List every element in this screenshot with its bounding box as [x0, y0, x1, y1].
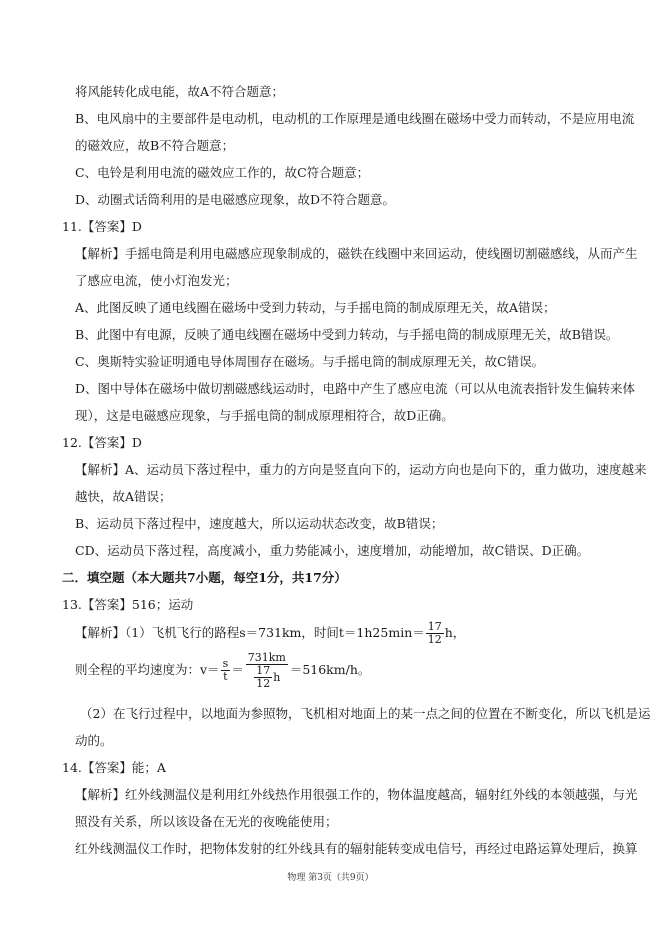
text-line: D、图中导体在磁场中做切割磁感线运动时，电路中产生了感应电流（可以从电流表指针发生偏转来体: [75, 381, 636, 396]
text-line: 【解析】手摇电筒是利用电磁感应现象制成的，磁铁在线圈中来回运动，使线圈切割磁感线，从而产生: [75, 246, 638, 261]
fraction-numerator: s: [222, 657, 229, 670]
text-line: 的磁效应，故B不符合题意；: [75, 138, 235, 153]
text-line: 【解析】红外线测温仪是利用红外线热作用很强工作的，物体温度越高，辐射红外线的本领越强，与光: [75, 787, 638, 802]
section-heading: 二．填空题（本大题共7小题，每空1分，共17分）: [62, 570, 347, 585]
nested-fraction: [254, 665, 272, 690]
text-line: 红外线测温仪工作时，把物体发射的红外线具有的辐射能转变成电信号，再经过电路运算处理后，换算: [75, 841, 638, 856]
fraction-denominator: [251, 665, 282, 690]
text-line: CD、运动员下落过程，高度减小，重力势能减小，速度增加，动能增加，故C错误、D正确。: [75, 543, 590, 558]
text-line: 了感应电流，使小灯泡发光；: [75, 273, 238, 288]
text-line: B、运动员下落过程中，速度越大，所以运动状态改变，故B错误；: [75, 516, 444, 531]
question-number: 11.【答案】D: [62, 219, 142, 234]
text-line: 【解析】A、运动员下落过程中，重力的方向是竖直向下的，运动方向也是向下的，重力做功，速度越来: [75, 462, 647, 477]
question-number: 14.【答案】能；A: [62, 760, 166, 775]
text-line: 将风能转化成电能，故A不符合题意；: [75, 84, 285, 99]
eq1-suffix: h，: [444, 625, 466, 640]
question-number: 13.【答案】516；运动: [62, 597, 194, 612]
text-line: 照没有关系，所以该设备在无光的夜晚能使用；: [75, 814, 338, 829]
text-line: D、动圈式话筒利用的是电磁感应现象，故D不符合题意。: [75, 192, 396, 207]
fraction-numerator: 17: [427, 620, 442, 633]
fraction: [426, 621, 444, 646]
eq1-prefix: 【解析】（1）飞机飞行的路程s＝731km，时间t＝1h25min＝: [75, 625, 425, 640]
fraction-denominator: 12: [427, 633, 442, 646]
text-line: B、此图中有电源，反映了通电线圈在磁场中受到力转动，与手摇电筒的制成原理无关，故B错误。: [75, 327, 619, 342]
equals-sign: ＝: [231, 662, 244, 677]
equation-average-speed: [75, 650, 370, 690]
text-line: A、此图反映了通电线圈在磁场中受到力转动，与手摇电筒的制成原理无关，故A错误；: [75, 300, 556, 315]
fraction-s-over-t: [221, 658, 231, 683]
fraction-distance-over-time: [246, 651, 288, 690]
page-footer: 物理 第3页（共9页）: [287, 873, 374, 883]
equation-distance-time: [75, 621, 465, 646]
fraction-denominator: t: [223, 670, 228, 683]
fraction-denominator: 12: [256, 677, 271, 690]
text-line: 越快，故A错误；: [75, 489, 172, 504]
question-number: 12.【答案】D: [62, 435, 142, 450]
text-line: B、电风扇中的主要部件是电动机，电动机的工作原理是通电线圈在磁场中受力而转动，不是应用电流: [75, 111, 635, 126]
text-line: 动的。: [75, 733, 113, 748]
fraction-numerator: 731km: [247, 651, 286, 664]
text-line: 现），这是电磁感应现象，与手摇电筒的制成原理相符合，故D正确。: [75, 408, 454, 423]
fraction-numerator: 17: [256, 664, 271, 677]
text-line: C、电铃是利用电流的磁效应工作的，故C符合题意；: [75, 165, 370, 180]
eq2-prefix: 则全程的平均速度为：v＝: [75, 662, 220, 677]
text-line: （2）在飞行过程中，以地面为参照物，飞机相对地面上的某一点之间的位置在不断变化，所以飞机是运: [80, 706, 651, 721]
text-line: C、奥斯特实验证明通电导体周围存在磁场。与手摇电筒的制成原理无关，故C错误。: [75, 354, 545, 369]
unit: h: [273, 671, 281, 684]
eq2-suffix: ＝516km/h。: [289, 662, 371, 677]
